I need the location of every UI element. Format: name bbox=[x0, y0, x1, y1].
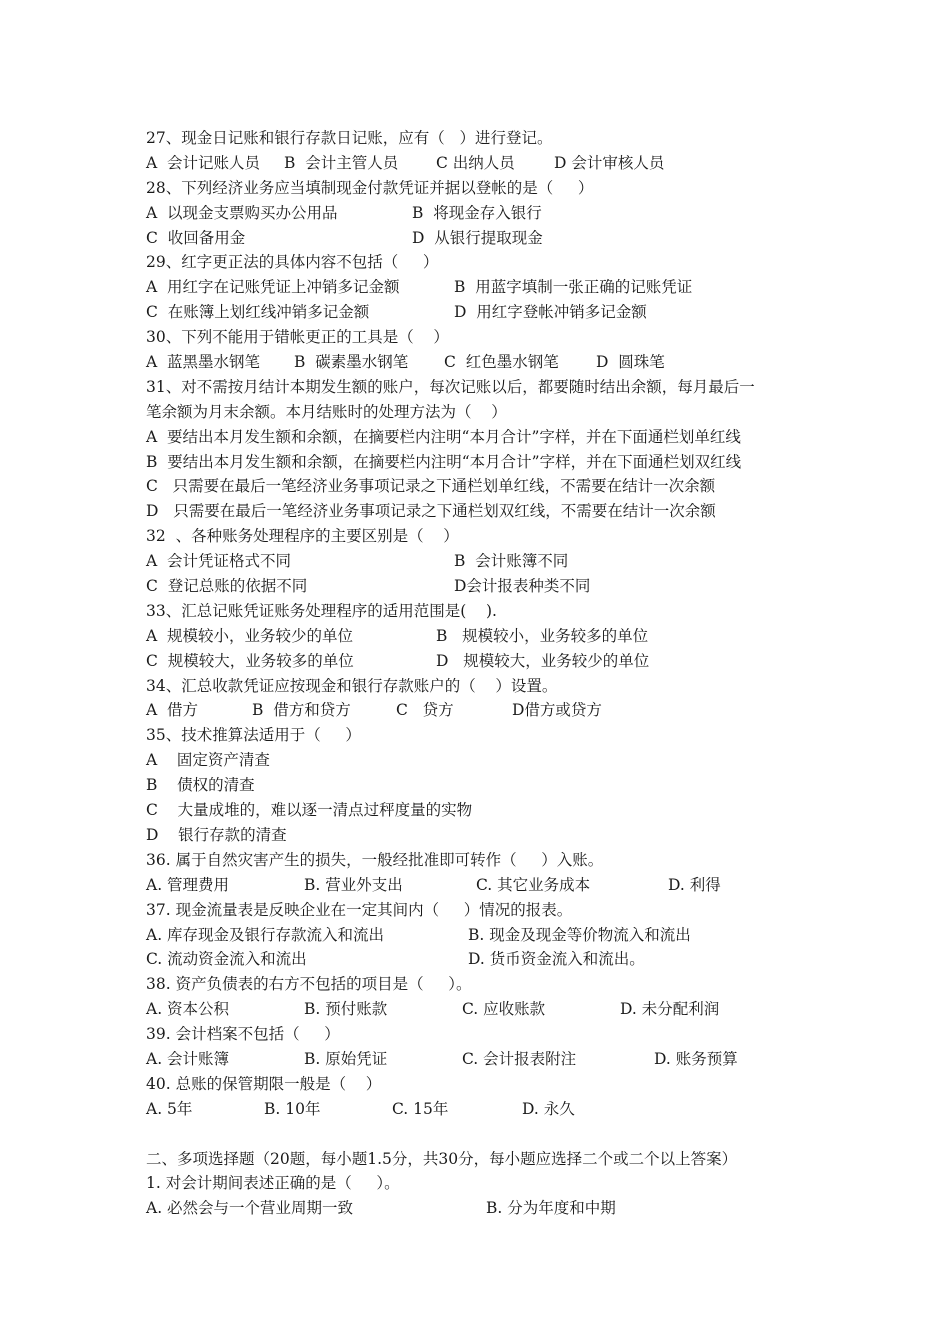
question-29: 29、红字更正法的具体内容不包括（ ） bbox=[146, 253, 439, 272]
option-a: A 会计记账人员 bbox=[146, 153, 261, 172]
option-b: B. 预付账款 bbox=[304, 1000, 388, 1019]
option-b: B 债权的清查 bbox=[146, 776, 255, 795]
option-d: D会计报表种类不同 bbox=[454, 577, 591, 596]
option-b: B. 原始凭证 bbox=[304, 1049, 388, 1068]
options-row bbox=[146, 997, 826, 1022]
option-b: B 会计主管人员 bbox=[284, 153, 399, 172]
option-a: A. 资本公积 bbox=[146, 1000, 230, 1019]
question-32: 32 、各种账务处理程序的主要区别是（ ） bbox=[146, 527, 459, 546]
option-d: D 圆珠笔 bbox=[596, 353, 665, 372]
option-c: C 出纳人员 bbox=[436, 153, 515, 172]
options-row bbox=[146, 923, 826, 948]
option-c: C 贷方 bbox=[396, 701, 454, 720]
option-d: D. 账务预算 bbox=[654, 1049, 738, 1068]
options-row bbox=[146, 1196, 826, 1221]
question-31-continued: 笔余额为月末余额。本月结账时的处理方法为（ ） bbox=[146, 402, 507, 421]
option-a: A. 5年 bbox=[146, 1099, 193, 1118]
options-row bbox=[146, 275, 826, 300]
options-row bbox=[146, 574, 826, 599]
option-d: D. 利得 bbox=[668, 875, 721, 894]
option-a: A. 会计账簿 bbox=[146, 1049, 230, 1068]
option-d: D 银行存款的清查 bbox=[146, 825, 287, 844]
options-row bbox=[146, 947, 826, 972]
option-b: B 规模较小，业务较多的单位 bbox=[436, 626, 649, 645]
question-m1: 1. 对会计期间表述正确的是（ ）。 bbox=[146, 1174, 400, 1193]
option-d: D 规模较大，业务较少的单位 bbox=[436, 651, 650, 670]
options-row bbox=[146, 698, 826, 723]
question-34: 34、汇总收款凭证应按现金和银行存款账户的（ ）设置。 bbox=[146, 676, 558, 695]
option-c: C 收回备用金 bbox=[146, 228, 246, 247]
option-d: D. 货币资金流入和流出。 bbox=[468, 950, 645, 969]
question-38: 38. 资产负债表的右方不包括的项目是（ ）。 bbox=[146, 975, 472, 994]
option-b: B 碳素墨水钢笔 bbox=[294, 353, 409, 372]
option-d: D 用红字登帐冲销多记金额 bbox=[454, 303, 647, 322]
option-a: A. 必然会与一个营业周期一致 bbox=[146, 1199, 354, 1218]
options-row bbox=[146, 201, 826, 226]
section-heading: 二、多项选择题（20题，每小题1.5分，共30分，每小题应选择二个或二个以上答案） bbox=[146, 1149, 738, 1168]
option-d: D 从银行提取现金 bbox=[412, 228, 543, 247]
question-40: 40. 总账的保管期限一般是（ ） bbox=[146, 1074, 382, 1093]
option-b: B 用蓝字填制一张正确的记账凭证 bbox=[454, 278, 693, 297]
option-c: C 在账簿上划红线冲销多记金额 bbox=[146, 303, 370, 322]
spacer bbox=[146, 1122, 826, 1147]
option-d: D. 永久 bbox=[522, 1099, 575, 1118]
option-a: A 以现金支票购买办公用品 bbox=[146, 203, 338, 222]
options-row bbox=[146, 350, 826, 375]
question-33: 33、汇总记账凭证账务处理程序的适用范围是( ). bbox=[146, 601, 497, 620]
question-28: 28、下列经济业务应当填制现金付款凭证并据以登帐的是（ ） bbox=[146, 178, 594, 197]
question-27: 27、现金日记账和银行存款日记账，应有（ ）进行登记。 bbox=[146, 129, 553, 147]
option-b: B. 现金及现金等价物流入和流出 bbox=[468, 925, 691, 944]
option-c: C. 会计报表附注 bbox=[462, 1049, 577, 1068]
option-a: A 要结出本月发生额和余额，在摘要栏内注明“本月合计”字样，并在下面通栏划单红线 bbox=[146, 427, 741, 446]
options-row bbox=[146, 624, 826, 649]
option-d: D 会计审核人员 bbox=[554, 153, 665, 172]
options-row bbox=[146, 151, 826, 176]
option-a: A 用红字在记账凭证上冲销多记金额 bbox=[146, 278, 400, 297]
options-row bbox=[146, 1047, 826, 1072]
question-30: 30、下列不能用于错帐更正的工具是（ ） bbox=[146, 328, 449, 347]
option-c: C 规模较大，业务较多的单位 bbox=[146, 651, 354, 670]
option-a: A 借方 bbox=[146, 701, 199, 720]
question-39: 39. 会计档案不包括（ ） bbox=[146, 1025, 340, 1044]
options-row bbox=[146, 649, 826, 674]
option-c: C 红色墨水钢笔 bbox=[444, 353, 559, 372]
option-d: D 只需要在最后一笔经济业务事项记录之下通栏划双红线，不需要在结计一次余额 bbox=[146, 502, 716, 521]
options-row bbox=[146, 300, 826, 325]
option-b: B 借方和贷方 bbox=[252, 701, 351, 720]
option-b: B 将现金存入银行 bbox=[412, 203, 542, 222]
option-a: A. 库存现金及银行存款流入和流出 bbox=[146, 925, 385, 944]
option-a: A 会计凭证格式不同 bbox=[146, 552, 292, 571]
option-d: D. 未分配利润 bbox=[620, 1000, 720, 1019]
option-c: C. 应收账款 bbox=[462, 1000, 546, 1019]
options-row bbox=[146, 873, 826, 898]
option-b: B 会计账簿不同 bbox=[454, 552, 569, 571]
option-a: A 固定资产清查 bbox=[146, 751, 270, 770]
option-a: A. 管理费用 bbox=[146, 875, 230, 894]
option-a: A 蓝黑墨水钢笔 bbox=[146, 353, 261, 372]
option-c: C. 流动资金流入和流出 bbox=[146, 950, 307, 969]
option-c: C. 15年 bbox=[392, 1099, 449, 1118]
option-a: A 规模较小，业务较少的单位 bbox=[146, 626, 354, 645]
option-b: B. 分为年度和中期 bbox=[486, 1199, 616, 1218]
option-c: C 大量成堆的，难以逐一清点过秤度量的实物 bbox=[146, 801, 473, 820]
option-b: B. 10年 bbox=[264, 1099, 321, 1118]
options-row bbox=[146, 226, 826, 251]
question-37: 37. 现金流量表是反映企业在一定其间内（ ）情况的报表。 bbox=[146, 900, 573, 919]
question-35: 35、技术推算法适用于（ ） bbox=[146, 726, 361, 745]
option-c: C 只需要在最后一笔经济业务事项记录之下通栏划单红线，不需要在结计一次余额 bbox=[146, 477, 716, 496]
option-c: C 登记总账的依据不同 bbox=[146, 577, 308, 596]
question-list bbox=[146, 126, 826, 1221]
option-b: B 要结出本月发生额和余额，在摘要栏内注明“本月合计”字样，并在下面通栏划双红线 bbox=[146, 452, 742, 471]
option-b: B. 营业外支出 bbox=[304, 875, 403, 894]
option-d: D借方或贷方 bbox=[512, 701, 602, 720]
question-36: 36. 属于自然灾害产生的损失，一般经批准即可转作（ ）入账。 bbox=[146, 850, 604, 869]
option-c: C. 其它业务成本 bbox=[476, 875, 591, 894]
question-31: 31、对不需按月结计本期发生额的账户，每次记账以后，都要随时结出余额，每月最后一 bbox=[146, 377, 755, 396]
options-row bbox=[146, 549, 826, 574]
options-row bbox=[146, 1097, 826, 1122]
